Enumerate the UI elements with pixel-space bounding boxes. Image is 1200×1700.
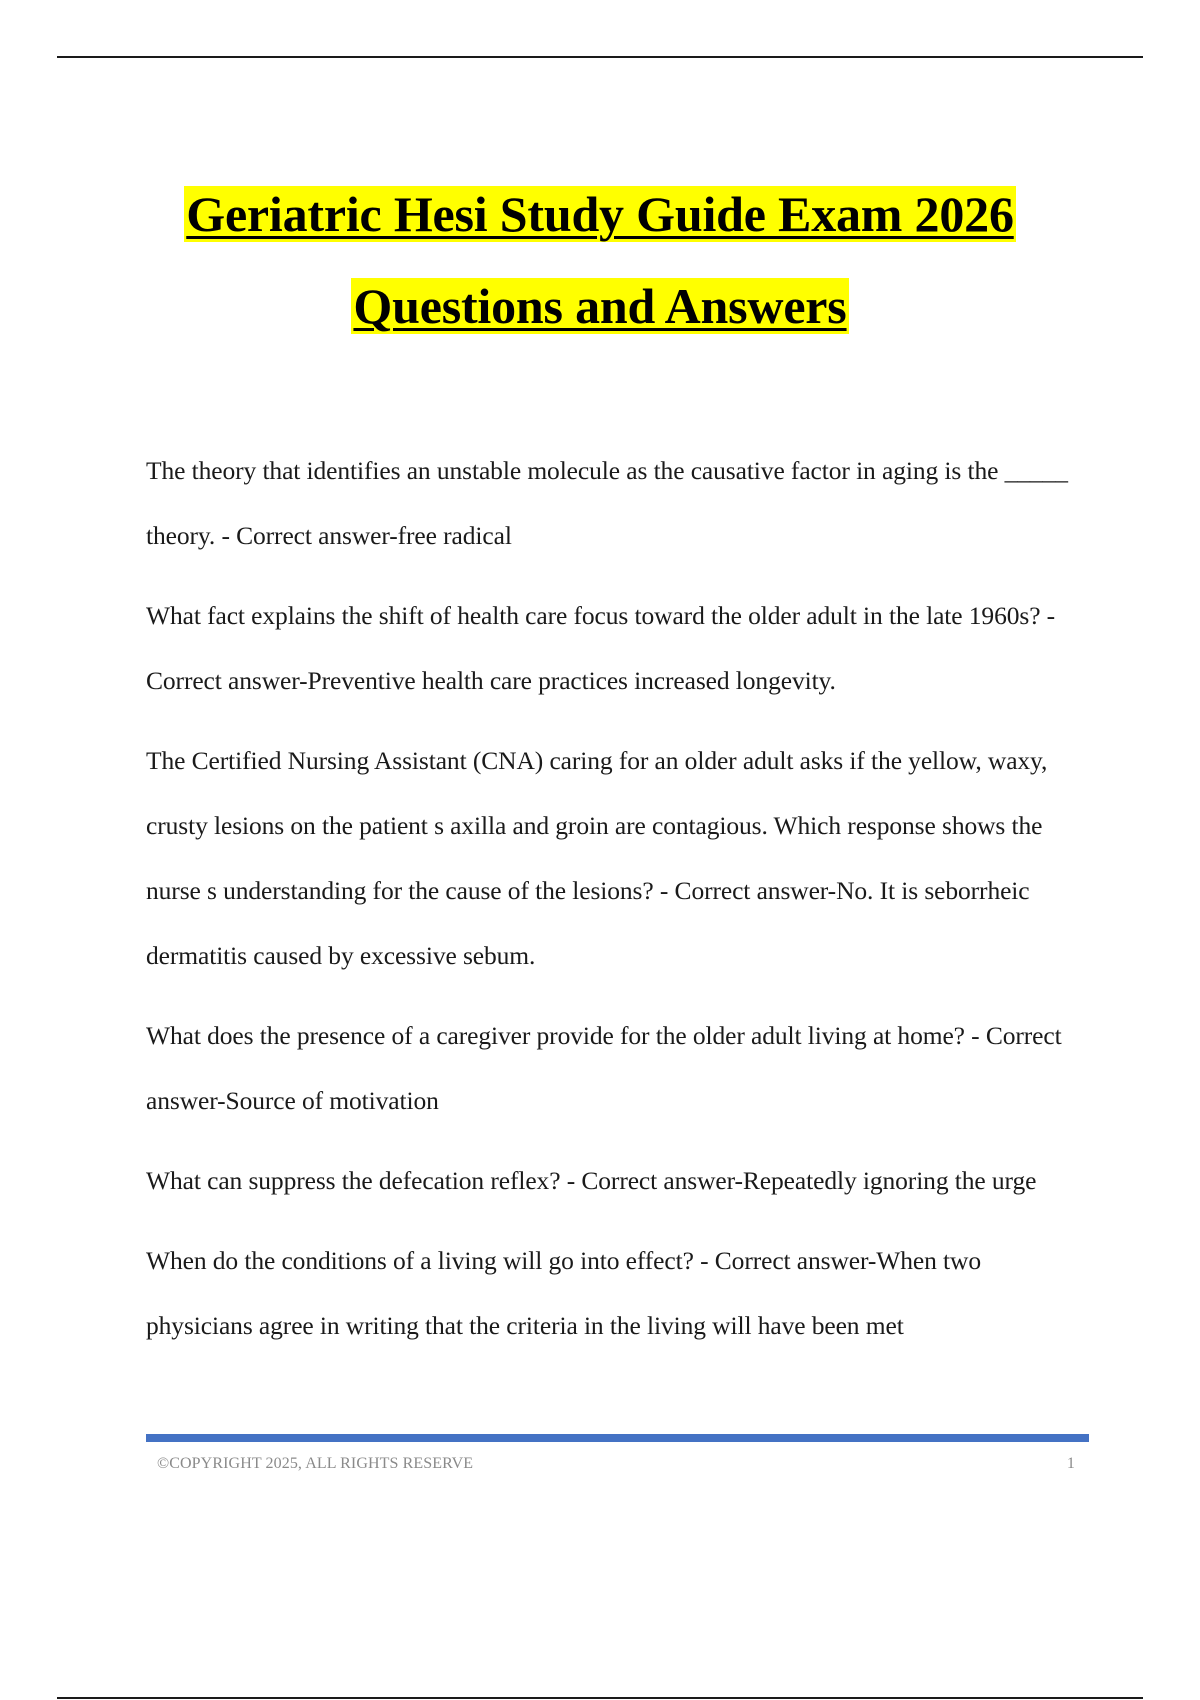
qa-item: What fact explains the shift of health care focus toward the older adult in the late 1960s? - Correct answer-Preventive health care practices increased longevity. <box>146 601 1056 695</box>
title-text-1: Geriatric Hesi Study Guide Exam 2026 <box>186 186 1014 242</box>
page-number: 1 <box>1066 1455 1075 1472</box>
title-line-1 <box>0 168 1200 260</box>
qa-item: What does the presence of a caregiver provide for the older adult living at home? - Correct answer-Source of motivation <box>146 1021 1062 1115</box>
footer-copyright: ©COPYRIGHT 2025, ALL RIGHTS RESERVE <box>157 1455 474 1472</box>
qa-item: What can suppress the defecation reflex? - Correct answer-Repeatedly ignoring the urge <box>146 1166 1037 1195</box>
page-bottom-rule <box>57 1697 1143 1699</box>
title-line-2 <box>0 260 1200 352</box>
qa-item: The theory that identifies an unstable molecule as the causative factor in aging is the _____ theory. - Correct answer-free radical <box>146 456 1068 550</box>
qa-item: When do the conditions of a living will go into effect? - Correct answer-When two physicians agree in writing that the criteria in the living will have been met <box>146 1246 982 1340</box>
document-title <box>0 168 1200 352</box>
page-footer <box>157 1455 1075 1473</box>
page-top-rule <box>57 56 1143 58</box>
footer-divider <box>146 1434 1089 1442</box>
title-text-2: Questions and Answers <box>353 278 847 334</box>
question-answer-list <box>146 438 1091 1373</box>
qa-item: The Certified Nursing Assistant (CNA) caring for an older adult asks if the yellow, waxy, crusty lesions on the patient s axilla and groin are contagious. Which response shows the nurse s understanding for the cause of the lesions? - Correct answer-No. It is seborrheic dermatitis caused by excessive sebum. <box>146 746 1048 970</box>
